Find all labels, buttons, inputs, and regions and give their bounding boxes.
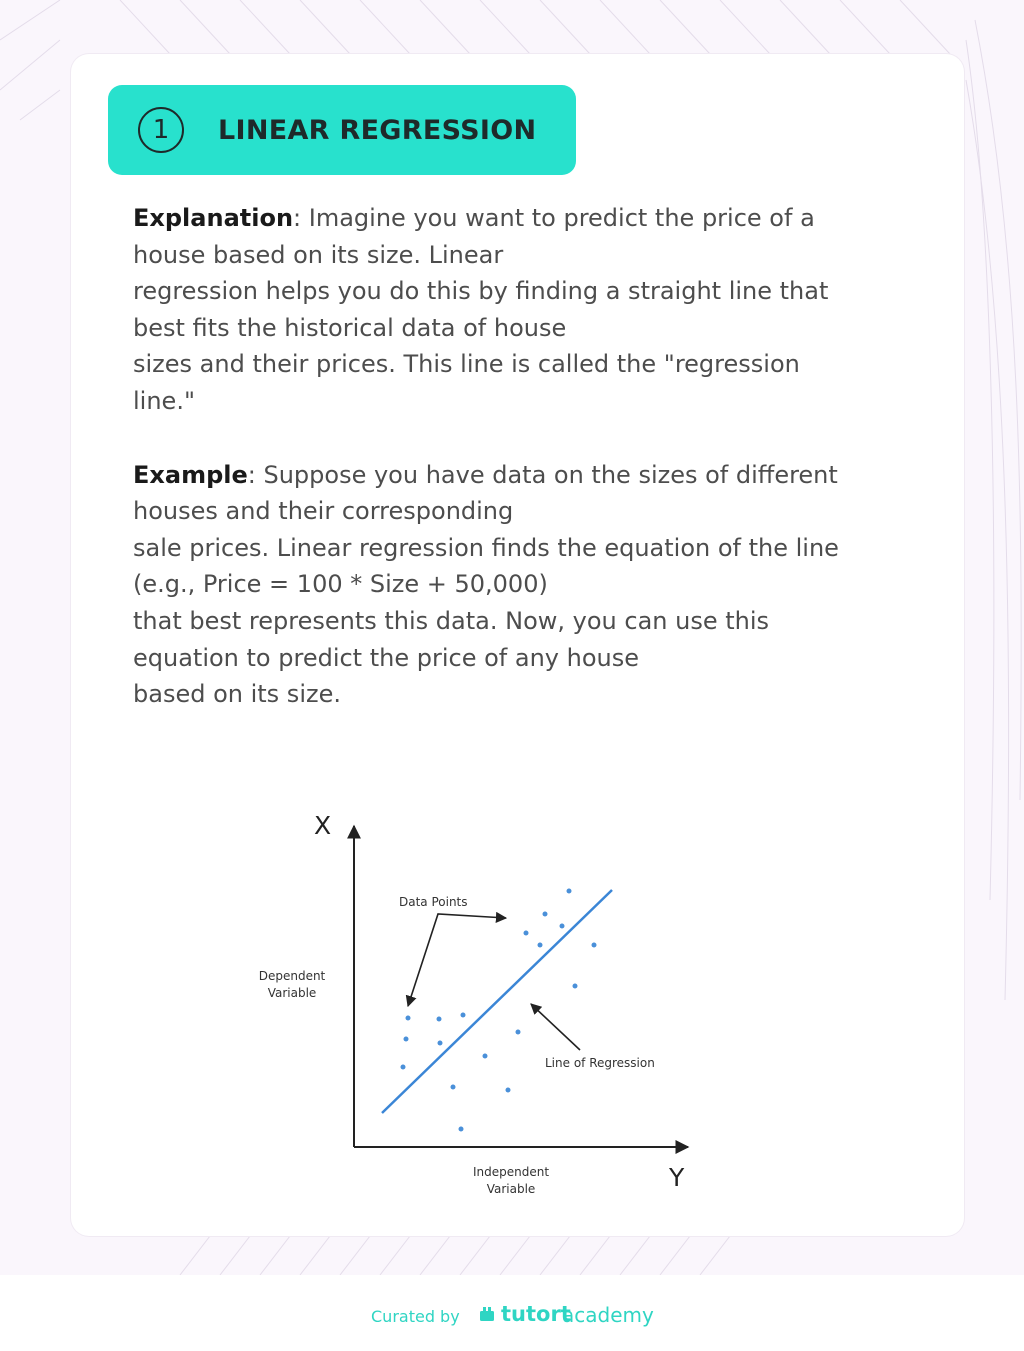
explanation-line-2: house based on its size. Linear xyxy=(133,240,504,269)
data-points xyxy=(401,889,597,1132)
regression-label: Line of Regression xyxy=(545,1056,655,1070)
data-points-label: Data Points xyxy=(399,895,468,909)
data-point xyxy=(567,889,572,894)
data-point xyxy=(437,1017,442,1022)
explanation-line-1: Explanation: Imagine you want to predict the price of a xyxy=(133,204,815,232)
explanation-term: Explanation xyxy=(133,204,294,232)
body-text xyxy=(133,200,923,713)
example-line-4: (e.g., Price = 100 * Size + 50,000) xyxy=(133,570,548,599)
example-line-1: Example: Suppose you have data on the sizes of different xyxy=(133,460,838,489)
explanation-line-5: sizes and their prices. This line is called the "regression xyxy=(133,350,800,379)
section-number: 1 xyxy=(138,107,184,153)
brand-suffix: academy xyxy=(562,1303,654,1327)
data-point xyxy=(516,1030,521,1035)
data-point xyxy=(560,924,565,929)
data-point xyxy=(406,1016,411,1021)
section-title: LINEAR REGRESSION xyxy=(218,114,537,146)
explanation-line-6: line." xyxy=(133,386,195,415)
independent-label-line-2: Variable xyxy=(486,1182,536,1196)
data-point xyxy=(461,1013,466,1018)
data-point xyxy=(592,943,597,948)
data-point xyxy=(538,943,543,948)
data-point xyxy=(438,1041,443,1046)
data-point xyxy=(573,984,578,989)
independent-label-line-1: Independent xyxy=(472,1165,550,1179)
explanation-line-3: regression helps you do this by finding a straight line that xyxy=(133,277,829,306)
dependent-label-line-2: Variable xyxy=(267,986,317,1000)
data-point xyxy=(506,1088,511,1093)
example-line-2: houses and their corresponding xyxy=(133,497,514,526)
data-point xyxy=(404,1037,409,1042)
example-line-7: based on its size. xyxy=(133,680,341,709)
tutort-logo-icon xyxy=(478,1305,496,1323)
data-point xyxy=(451,1085,456,1090)
example-line-6: equation to predict the price of any house xyxy=(133,643,639,672)
data-point xyxy=(483,1054,488,1059)
horizontal-axis-letter: Y xyxy=(669,1163,685,1192)
regression-line xyxy=(382,890,612,1113)
regression-arrow xyxy=(531,1004,580,1050)
data-point xyxy=(459,1127,464,1132)
data-point xyxy=(524,931,529,936)
curated-by-text: Curated by xyxy=(371,1307,460,1326)
data-points-arrow xyxy=(408,914,506,1006)
brand-name: tutort xyxy=(501,1302,571,1326)
example-line-5: that best represents this data. Now, you can use this xyxy=(133,606,770,635)
regression-diagram xyxy=(170,750,730,1210)
section-banner xyxy=(108,85,576,175)
vertical-axis-letter: X xyxy=(314,811,332,840)
axes xyxy=(354,826,688,1147)
example-term: Example xyxy=(133,460,248,489)
data-point xyxy=(543,912,548,917)
data-point xyxy=(401,1065,406,1070)
explanation-line-4: best fits the historical data of house xyxy=(133,313,567,342)
dependent-label-line-1: Dependent xyxy=(258,969,326,983)
example-line-3: sale prices. Linear regression finds the equation of the line xyxy=(133,533,839,562)
